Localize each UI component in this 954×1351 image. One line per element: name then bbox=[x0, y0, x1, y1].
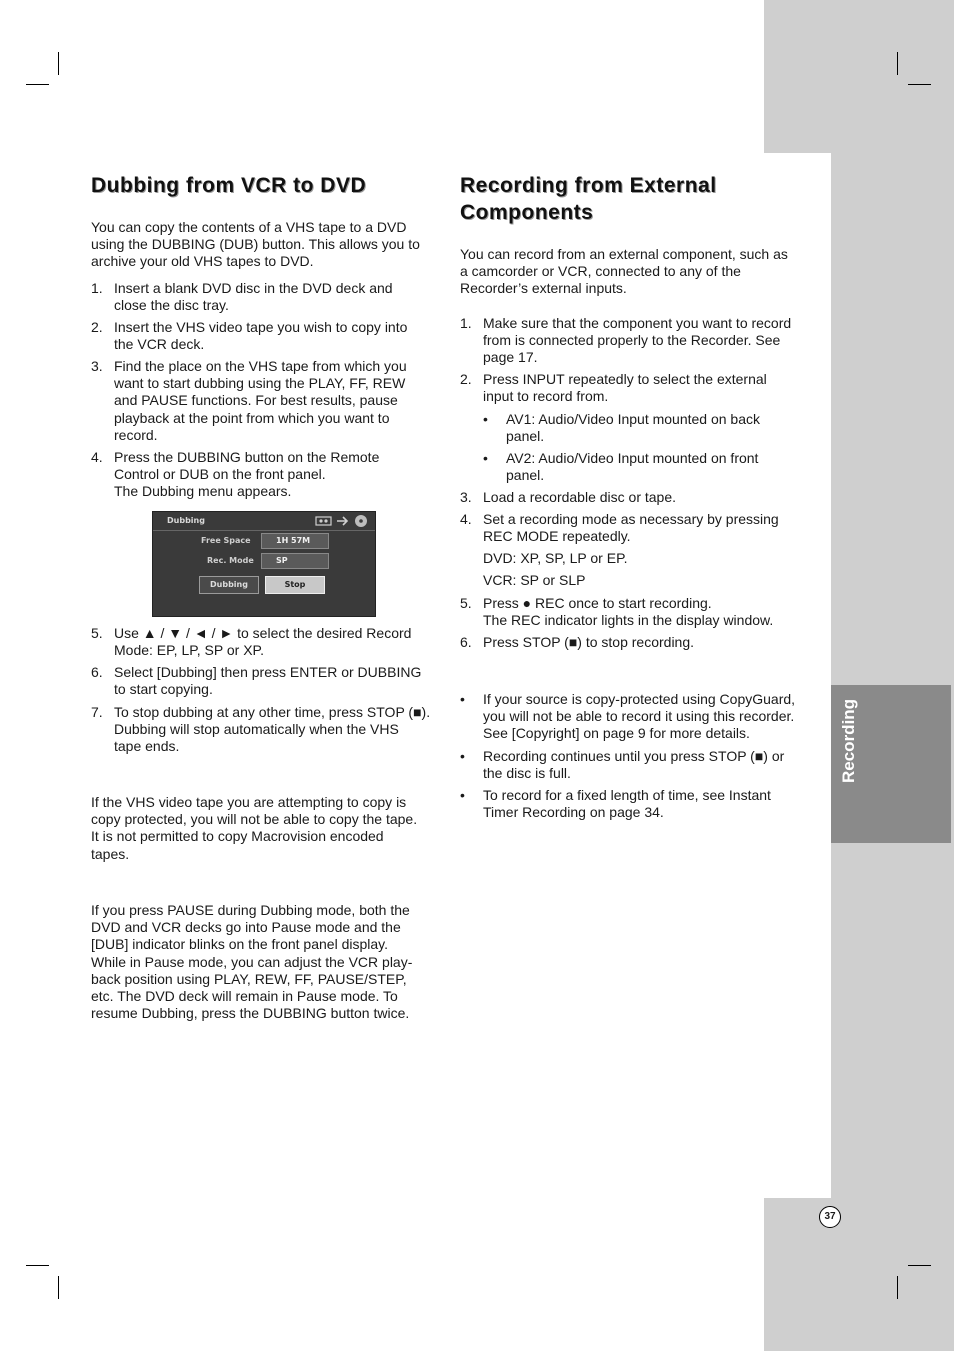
bullet: • bbox=[460, 691, 465, 707]
pause-note bbox=[91, 902, 441, 1022]
copy-protection-note bbox=[91, 794, 441, 863]
step-number: 6. bbox=[460, 634, 472, 650]
text-line: and PAUSE functions. For best results, pause bbox=[114, 392, 398, 409]
text-line: copy protected, you will not be able to copy the tape. bbox=[91, 811, 418, 828]
text-line: While in Pause mode, you can adjust the VCR play- bbox=[91, 953, 413, 970]
bullet: • bbox=[460, 748, 465, 764]
osd-free-space-label: Free Space bbox=[201, 536, 251, 545]
text-line: playback at the point from which you want to bbox=[114, 409, 390, 426]
text-line: page 17. bbox=[483, 349, 538, 366]
text-line: close the disc tray. bbox=[114, 297, 229, 314]
osd-title: Dubbing bbox=[167, 516, 205, 525]
text-line: Press the DUBBING button on the Remote bbox=[114, 449, 380, 465]
section-title-external bbox=[460, 172, 717, 226]
text-line: you will not be able to record it using this recorder. bbox=[483, 708, 795, 725]
text-line: a camcorder or VCR, connected to any of the bbox=[460, 263, 741, 280]
text-line: the disc is full. bbox=[483, 765, 571, 782]
text-line: AV2: Audio/Video Input mounted on front bbox=[506, 450, 759, 466]
vcr-modes: VCR: SP or SLP bbox=[483, 572, 586, 588]
text-line: from is connected properly to the Recorder. See bbox=[483, 332, 781, 349]
step-number: 6. bbox=[91, 664, 103, 680]
side-panel bbox=[831, 0, 954, 1351]
text-line: Set a recording mode as necessary by pressing bbox=[483, 511, 779, 527]
osd-rec-mode-select[interactable]: SP bbox=[261, 553, 329, 569]
text-line: Make sure that the component you want to record bbox=[483, 315, 792, 331]
section-tab-label: Recording bbox=[839, 698, 858, 783]
text-line: want to start dubbing using the PLAY, FF, REW bbox=[114, 375, 406, 392]
crop-mark bbox=[897, 1276, 898, 1299]
text-line: DVD and VCR decks go into Pause mode and the bbox=[91, 919, 401, 936]
text-line: tape ends. bbox=[114, 738, 180, 755]
osd-vcr-to-dvd-icon bbox=[315, 514, 373, 528]
step-number: 5. bbox=[91, 625, 103, 641]
side-panel-bottom bbox=[764, 1198, 954, 1351]
bullet: • bbox=[460, 787, 465, 803]
text-line: etc. The DVD deck will remain in Pause mode. To bbox=[91, 988, 398, 1005]
text-line: If your source is copy-protected using CopyGuard, bbox=[483, 691, 796, 707]
text-line: Find the place on the VHS tape from which you bbox=[114, 358, 407, 374]
text-line: Mode: EP, LP, SP or XP. bbox=[114, 642, 264, 659]
osd-free-space-value: 1H 57M bbox=[261, 533, 329, 549]
external-intro bbox=[460, 246, 788, 298]
text-line: archive your old VHS tapes to DVD. bbox=[91, 253, 314, 270]
text-line: Press ● REC once to start recording. bbox=[483, 595, 712, 611]
text-line: Press INPUT repeatedly to select the external bbox=[483, 371, 767, 387]
bullet: • bbox=[483, 411, 488, 427]
crop-mark bbox=[26, 1265, 49, 1266]
text-line: Timer Recording on page 34. bbox=[483, 804, 664, 821]
step-number: 7. bbox=[91, 704, 103, 720]
text-line: Press STOP (■) to stop recording. bbox=[483, 634, 695, 650]
text-line: to start copying. bbox=[114, 681, 213, 698]
text-line: Insert a blank DVD disc in the DVD deck and bbox=[114, 280, 393, 296]
text-line: The REC indicator lights in the display window. bbox=[483, 612, 774, 629]
step-number: 5. bbox=[460, 595, 472, 611]
osd-stop-button[interactable]: Stop bbox=[265, 576, 325, 594]
osd-dubbing-button[interactable]: Dubbing bbox=[199, 576, 259, 594]
section-title-dubbing: Dubbing from VCR to DVD bbox=[91, 174, 367, 197]
title-line: Components bbox=[460, 201, 594, 224]
text-line: using the DUBBING (DUB) button. This allows you to bbox=[91, 236, 420, 253]
dubbing-menu-screenshot bbox=[152, 511, 376, 617]
text-line: Control or DUB on the front panel. bbox=[114, 466, 326, 483]
crop-mark bbox=[26, 84, 49, 85]
crop-mark bbox=[58, 52, 59, 75]
crop-mark bbox=[897, 52, 898, 75]
text-line: Load a recordable disc or tape. bbox=[483, 489, 677, 505]
text-line: See [Copyright] on page 9 for more details. bbox=[483, 725, 750, 742]
text-line: AV1: Audio/Video Input mounted on back bbox=[506, 411, 761, 427]
dubbing-intro bbox=[91, 219, 420, 271]
text-line: Recording continues until you press STOP (■) or bbox=[483, 748, 785, 764]
text-line: input to record from. bbox=[483, 388, 609, 405]
text-line: record. bbox=[114, 426, 158, 443]
step-number: 3. bbox=[460, 489, 472, 505]
page-number: 37 bbox=[819, 1206, 841, 1228]
text-line: You can copy the contents of a VHS tape to a DVD bbox=[91, 219, 407, 235]
crop-mark bbox=[908, 84, 931, 85]
step-number: 4. bbox=[91, 449, 103, 465]
text-line: panel. bbox=[506, 428, 545, 445]
text-line: The Dubbing menu appears. bbox=[114, 483, 292, 500]
text-line: tapes. bbox=[91, 845, 130, 862]
step-number: 2. bbox=[91, 319, 103, 335]
text-line: resume Dubbing, press the DUBBING button twice. bbox=[91, 1005, 410, 1022]
text-line: Insert the VHS video tape you wish to copy into bbox=[114, 319, 408, 335]
text-line: panel. bbox=[506, 467, 545, 484]
text-line: It is not permitted to copy Macrovision encoded bbox=[91, 828, 384, 845]
text-line: Use ▲ / ▼ / ◄ / ► to select the desired Record bbox=[114, 625, 412, 641]
crop-mark bbox=[58, 1276, 59, 1299]
text-line: To stop dubbing at any other time, press STOP (■). bbox=[114, 704, 431, 720]
step-number: 4. bbox=[460, 511, 472, 527]
dvd-modes: DVD: XP, SP, LP or EP. bbox=[483, 550, 628, 566]
text-line: Dubbing will stop automatically when the VHS bbox=[114, 721, 399, 738]
text-line: [DUB] indicator blinks on the front panel display. bbox=[91, 936, 389, 953]
step-number: 1. bbox=[91, 280, 103, 296]
osd-rec-mode-label: Rec. Mode bbox=[207, 556, 254, 565]
step-number: 3. bbox=[91, 358, 103, 374]
step-number: 1. bbox=[460, 315, 472, 331]
text-line: Select [Dubbing] then press ENTER or DUBBING bbox=[114, 664, 422, 680]
text-line: You can record from an external component, such as bbox=[460, 246, 788, 262]
text-line: the VCR deck. bbox=[114, 336, 205, 353]
title-line: Recording from External bbox=[460, 174, 717, 197]
step-number: 2. bbox=[460, 371, 472, 387]
text-line: back position using PLAY, REW, FF, PAUSE/STEP, bbox=[91, 970, 407, 987]
text-line: Recorder’s external inputs. bbox=[460, 280, 627, 297]
bullet: • bbox=[483, 450, 488, 466]
text-line: REC MODE repeatedly. bbox=[483, 528, 631, 545]
text-line: If the VHS video tape you are attempting to copy is bbox=[91, 794, 407, 810]
crop-mark bbox=[908, 1265, 931, 1266]
text-line: To record for a fixed length of time, see Instant bbox=[483, 787, 771, 803]
text-line: If you press PAUSE during Dubbing mode, both the bbox=[91, 902, 410, 918]
